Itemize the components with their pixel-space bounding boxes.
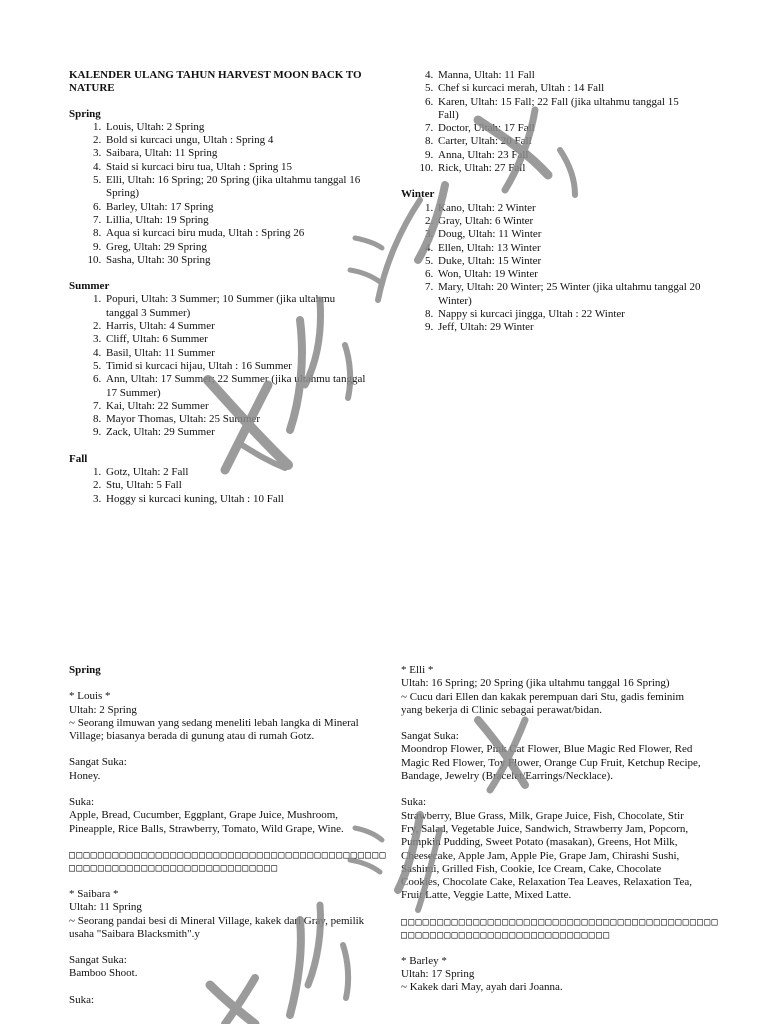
details-column-right: [401, 664, 719, 995]
winter-birthday-item: 9. Jeff, Ultah: 29 Winter: [436, 321, 701, 334]
fall-birthday-item: 2. Stu, Ultah: 5 Fall: [104, 479, 369, 492]
likes-label-elli: Suka:: [401, 796, 427, 809]
fall-birthday-item: 9. Anna, Ultah: 23 Fall: [436, 149, 701, 162]
season-heading-summer: Summer: [69, 280, 110, 293]
villager-description-barley: ~ Kakek dari May, ayah dari Joanna.: [401, 981, 563, 994]
details-heading-spring: Spring: [69, 664, 101, 676]
summer-birthday-item: 7. Kai, Ultah: 22 Summer: [104, 400, 369, 413]
loves-label-elli: Sangat Suka:: [401, 730, 459, 743]
calendar-column-left: [69, 69, 369, 519]
spring-birthday-item: 1. Louis, Ultah: 2 Spring: [104, 121, 369, 134]
spring-birthday-item: 6. Barley, Ultah: 17 Spring: [104, 201, 369, 214]
villager-name-elli: * Elli *: [401, 664, 434, 676]
winter-birthday-item: 5. Duke, Ultah: 15 Winter: [436, 255, 701, 268]
villager-birthday-louis: Ultah: 2 Spring: [69, 703, 137, 716]
fall-birthday-item: 8. Carter, Ultah: 20 Fall: [436, 135, 701, 148]
fall-birthday-item: 4. Manna, Ultah: 11 Fall: [436, 69, 701, 82]
loves-list-elli: Moondrop Flower, Pink Cat Flower, Blue Magic Red Flower, Red Magic Red Flower, Toy Flower, Orange Cup Fruit, Ketchup Recipe, Bandage, Jewelry (Bracelet/Earrings/Necklace).: [401, 743, 704, 783]
summer-birthday-item: 4. Basil, Ultah: 11 Summer: [104, 347, 369, 360]
spring-birthday-list: [69, 121, 369, 267]
likes-list-elli: Strawberry, Blue Grass, Milk, Grape Juice, Fish, Chocolate, Stir Fry, Salad, Vegetable Juice, Sandwich, Strawberry Jam, Popcorn, Pumpkin Pudding, Sweet Potato (masakan), Greens, Hot Milk, Cheesecake, Apple Jam, Apple Pie, Grape Jam, Chirashi Sushi, Sashimi, Grilled Fish, Cookie, Ice Cream, Cake, Chocolate Cookies, Chocolate Cake, Relaxation Tea Leaves, Relaxation Tea, Fruit Latte, Veggie Latte, Mixed Latte.: [401, 809, 695, 902]
winter-birthday-item: 6. Won, Ultah: 19 Winter: [436, 268, 701, 281]
summer-birthday-item: 3. Cliff, Ultah: 6 Summer: [104, 333, 369, 346]
villager-description-saibara: ~ Seorang pandai besi di Mineral Village, kakek dari Gray, pemilik usaha "Saibara Blacksmith".y: [69, 914, 367, 940]
winter-birthday-item: 1. Kano, Ultah: 2 Winter: [436, 202, 701, 215]
summer-birthday-item: 6. Ann, Ultah: 17 Summer; 22 Summer (jika ultahmu tanggal 17 Summer): [104, 373, 369, 400]
villager-name-barley: * Barley *: [401, 954, 447, 967]
fall-birthday-item: 1. Gotz, Ultah: 2 Fall: [104, 466, 369, 479]
villager-birthday-elli: Ultah: 16 Spring; 20 Spring (jika ultahmu tanggal 16 Spring): [401, 677, 670, 690]
details-column-left: [69, 664, 387, 1007]
fall-birthday-item: 3. Hoggy si kurcaci kuning, Ultah : 10 Fall: [104, 493, 369, 506]
winter-birthday-item: 3. Doug, Ultah: 11 Winter: [436, 228, 701, 241]
fall-birthday-item: 6. Karen, Ultah: 15 Fall; 22 Fall (jika ultahmu tanggal 15 Fall): [436, 96, 701, 123]
spring-birthday-item: 3. Saibara, Ultah: 11 Spring: [104, 147, 369, 160]
winter-birthday-item: 2. Gray, Ultah: 6 Winter: [436, 215, 701, 228]
unrendered-glyph-row: □□□□□□□□□□□□□□□□□□□□□□□□□□□□□□□□□□□□□□□□□□□□ □□□□□□□□□□□□□□□□□□□□□□□□□□□□□: [69, 849, 387, 874]
spring-birthday-item: 5. Elli, Ultah: 16 Spring; 20 Spring (jika ultahmu tanggal 16 Spring): [104, 174, 369, 201]
summer-birthday-item: 9. Zack, Ultah: 29 Summer: [104, 426, 369, 439]
loves-list-louis: Honey.: [69, 769, 101, 782]
season-heading-fall: Fall: [69, 452, 88, 465]
villager-birthday-saibara: Ultah: 11 Spring: [69, 901, 142, 914]
spring-birthday-item: 2. Bold si kurcaci ungu, Ultah : Spring 4: [104, 134, 369, 147]
summer-birthday-item: 1. Popuri, Ultah: 3 Summer; 10 Summer (jika ultahmu tanggal 3 Summer): [104, 293, 369, 320]
loves-label-louis: Sangat Suka:: [69, 756, 127, 769]
winter-birthday-item: 4. Ellen, Ultah: 13 Winter: [436, 242, 701, 255]
calendar-column-right: [401, 69, 701, 348]
villager-description-louis: ~ Seorang ilmuwan yang sedang meneliti lebah langka di Mineral Village; biasanya berada di gunung atau di rumah Gotz.: [69, 716, 362, 743]
summer-birthday-item: 8. Mayor Thomas, Ultah: 25 Summer: [104, 413, 369, 426]
likes-list-louis: Apple, Bread, Cucumber, Eggplant, Grape Juice, Mushroom, Pineapple, Rice Balls, Strawberry, Tomato, Wild Grape, Wine.: [69, 809, 344, 835]
villager-name-louis: * Louis *: [69, 690, 111, 703]
villager-name-saibara: * Saibara *: [69, 887, 119, 900]
spring-birthday-item: 7. Lillia, Ultah: 19 Spring: [104, 214, 369, 227]
fall-birthday-item: 10. Rick, Ultah: 27 Fall: [436, 162, 701, 175]
likes-label-louis: Suka:: [69, 796, 95, 809]
fall-birthday-list: [69, 466, 369, 506]
loves-list-saibara: Bamboo Shoot.: [69, 967, 138, 980]
villager-birthday-barley: Ultah: 17 Spring: [401, 968, 475, 981]
winter-birthday-list: [401, 202, 701, 335]
likes-label-saibara: Suka:: [69, 993, 95, 1006]
winter-birthday-item: 8. Nappy si kurcaci jingga, Ultah : 22 Winter: [436, 308, 701, 321]
loves-label-saibara: Sangat Suka:: [69, 954, 127, 967]
summer-birthday-item: 5. Timid si kurcaci hijau, Ultah : 16 Summer: [104, 360, 369, 373]
summer-birthday-list: [69, 293, 369, 439]
fall-birthday-list-continued: [401, 69, 701, 175]
spring-birthday-item: 10. Sasha, Ultah: 30 Spring: [104, 254, 369, 267]
spring-birthday-item: 8. Aqua si kurcaci biru muda, Ultah : Spring 26: [104, 227, 369, 240]
fall-birthday-item: 7. Doctor, Ultah: 17 Fall: [436, 122, 701, 135]
unrendered-glyph-row: □□□□□□□□□□□□□□□□□□□□□□□□□□□□□□□□□□□□□□□□□□□□ □□□□□□□□□□□□□□□□□□□□□□□□□□□□□: [401, 916, 719, 941]
fall-birthday-item: 5. Chef si kurcaci merah, Ultah : 14 Fall: [436, 82, 701, 95]
summer-birthday-item: 2. Harris, Ultah: 4 Summer: [104, 320, 369, 333]
spring-birthday-item: 4. Staid si kurcaci biru tua, Ultah : Spring 15: [104, 161, 369, 174]
season-heading-winter: Winter: [401, 188, 435, 201]
season-heading-spring: Spring: [69, 107, 101, 120]
villager-description-elli: ~ Cucu dari Ellen dan kakak perempuan dari Stu, gadis feminim yang bekerja di Clinic sebagai perawat/bidan.: [401, 690, 687, 716]
spring-birthday-item: 9. Greg, Ultah: 29 Spring: [104, 241, 369, 254]
winter-birthday-item: 7. Mary, Ultah: 20 Winter; 25 Winter (jika ultahmu tanggal 20 Winter): [436, 281, 701, 308]
document-title: KALENDER ULANG TAHUN HARVEST MOON BACK TO NATURE: [69, 69, 362, 95]
